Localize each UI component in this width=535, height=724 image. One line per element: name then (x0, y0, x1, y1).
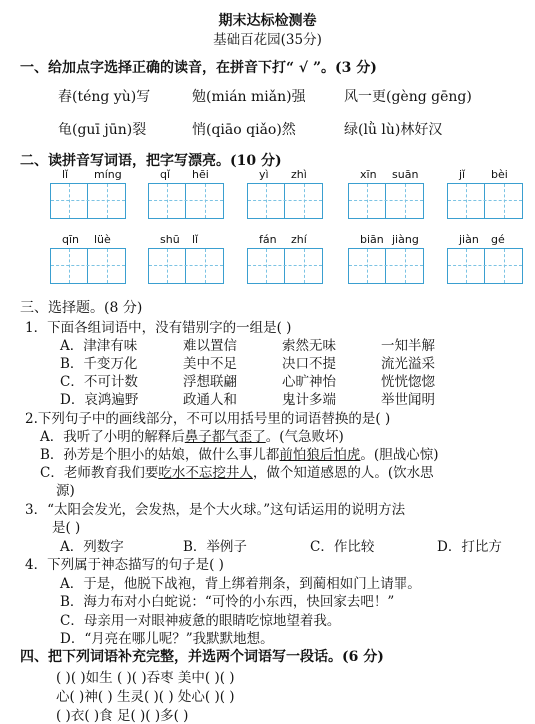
grid-guide-line (466, 249, 467, 283)
pinyin-label: jiàn (459, 233, 479, 246)
q3-s3-stem: 3．“太阳会发光，会发热，是个大火球。”这句话运用的说明方法 (25, 502, 406, 518)
writing-grid[interactable] (50, 183, 126, 219)
pinyin-label: qīn (62, 233, 80, 246)
q1-item: 龟(guī jūn)裂 (58, 122, 147, 138)
writing-grid[interactable] (348, 248, 424, 284)
writing-grid[interactable] (348, 183, 424, 219)
grid-guide-line (405, 249, 406, 283)
page-title: 期末达标检测卷 (218, 13, 317, 29)
q1-item: 绿(lǜ lù)林好汉 (344, 122, 443, 138)
pinyin-label: lüè (94, 233, 111, 246)
q3-s1-option: 政通人和 (183, 392, 237, 408)
grid-guide-line (51, 200, 125, 201)
grid-guide-line (349, 265, 423, 266)
underlined-phrase: 吃水不忘挖井人 (158, 465, 253, 481)
underlined-phrase: 前怕狼后怕虎 (279, 447, 361, 463)
q1-item: 舂(téng yù)写 (58, 89, 151, 105)
q3-s1-option: 美中不足 (183, 356, 237, 372)
grid-guide-line (448, 265, 522, 266)
q1-item: 勉(mián miǎn)强 (192, 89, 306, 105)
grid-guide-line (405, 184, 406, 218)
pinyin-label: suān (392, 168, 419, 181)
pinyin-label: bèi (491, 168, 508, 181)
grid-guide-line (248, 265, 322, 266)
pinyin-label: zhì (291, 168, 307, 181)
grid-guide-line (448, 200, 522, 201)
q3-s1-option: C．不可计数 (60, 374, 138, 390)
grid-guide-line (504, 249, 505, 283)
grid-guide-line (107, 249, 108, 283)
q3-s3-option: D．打比方 (437, 539, 502, 555)
q3-s3-option: C．作比较 (310, 539, 375, 555)
grid-guide-line (167, 184, 168, 218)
q3-s2-option-c (40, 461, 434, 481)
pinyin-label: hēi (192, 168, 209, 181)
q3-s3-option: B．举例子 (183, 539, 247, 555)
grid-guide-line (466, 184, 467, 218)
q4-heading: 四、把下列词语补充完整，并选两个词语写一段话。(6 分) (20, 649, 384, 665)
q3-s4-option: D．“月亮在哪儿呢？”我默默地想。 (60, 631, 274, 647)
q3-s3-stem2: 是( ) (52, 520, 81, 536)
option-text: 。(气急败坏) (265, 429, 344, 445)
writing-grid[interactable] (50, 248, 126, 284)
q1-heading: 一、给加点字选择正确的读音，在拼音下打“ √ ”。(3 分) (20, 60, 377, 76)
grid-guide-line (69, 249, 70, 283)
grid-guide-line (205, 184, 206, 218)
pinyin-label: jiàng (392, 233, 419, 246)
q3-s4-option: C．母亲用一对眼神疲惫的眼睛吃惊地望着我。 (60, 613, 341, 629)
pinyin-label: shū (160, 233, 180, 246)
writing-grid[interactable] (447, 248, 523, 284)
q3-s1-option: D．哀鸿遍野 (60, 392, 139, 408)
grid-guide-line (167, 249, 168, 283)
grid-guide-line (504, 184, 505, 218)
option-text: A．我听了小明的解释后 (40, 429, 185, 445)
writing-grid[interactable] (247, 183, 323, 219)
grid-guide-line (149, 200, 223, 201)
q3-s1-option: 决口不提 (282, 356, 336, 372)
grid-guide-line (266, 249, 267, 283)
q3-s1-stem: 1．下面各组词语中，没有错别字的一组是( ) (25, 320, 292, 336)
grid-guide-line (69, 184, 70, 218)
page-subtitle: 基础百花园(35分) (213, 32, 322, 48)
grid-guide-line (304, 249, 305, 283)
pinyin-label: biān (360, 233, 384, 246)
grid-guide-line (205, 249, 206, 283)
q1-item: 悄(qiāo qiǎo)然 (192, 122, 296, 138)
grid-guide-line (266, 184, 267, 218)
grid-guide-line (304, 184, 305, 218)
writing-grid[interactable] (148, 248, 224, 284)
pinyin-label: jǐ (459, 168, 466, 181)
q3-s1-option: 心旷神怡 (282, 374, 336, 390)
q3-s1-option: 难以置信 (183, 338, 237, 354)
pinyin-label: yì (259, 168, 269, 181)
q4-row: 心( )神( ) 生灵( )( ) 处心( )( ) (56, 689, 235, 705)
pinyin-label: lǐ (192, 233, 199, 246)
pinyin-label: gé (491, 233, 505, 246)
pinyin-label: zhí (291, 233, 307, 246)
q3-heading: 三、选择题。(8 分) (20, 300, 143, 316)
q3-s1-option: 浮想联翩 (183, 374, 237, 390)
pinyin-label: xīn (360, 168, 377, 181)
q3-s4-stem: 4．下列属于神态描写的句子是( ) (25, 557, 224, 573)
grid-guide-line (51, 265, 125, 266)
q3-s1-option: 鬼计多端 (282, 392, 336, 408)
q3-s1-option: 索然无味 (282, 338, 336, 354)
pinyin-label: qǐ (160, 168, 171, 181)
option-text: ，做个知道感恩的人。(饮水思 (252, 465, 434, 481)
q3-s2-stem: 2.下列句子中的画线部分，不可以用括号里的词语替换的是( ) (25, 411, 391, 427)
q3-s1-option: A．津津有味 (60, 338, 138, 354)
q4-row: ( )( )如生 ( )( )吞枣 美中( )( ) (56, 670, 235, 686)
q3-s1-option: 一知半解 (381, 338, 435, 354)
q3-s1-option: 恍恍惚惚 (381, 374, 435, 390)
writing-grid[interactable] (447, 183, 523, 219)
q3-s1-option: 举世闻明 (381, 392, 435, 408)
q3-s4-option: A．于是，他脱下战袍，背上绑着荆条，到蔺相如门上请罪。 (60, 576, 421, 592)
q3-s2-option-c-cont: 源) (56, 483, 75, 499)
writing-grid[interactable] (148, 183, 224, 219)
grid-guide-line (367, 249, 368, 283)
grid-guide-line (349, 200, 423, 201)
option-text: B．孙芳是个胆小的姑娘，做什么事儿都 (40, 447, 280, 463)
pinyin-label: lǐ (62, 168, 69, 181)
q4-row: ( )衣( )食 足( )( )多( ) (56, 708, 189, 724)
q3-s4-option: B．海力布对小白蛇说：“可怜的小东西，快回家去吧！” (60, 594, 395, 610)
q1-item: 风一更(gèng gēng) (344, 89, 472, 105)
q3-s3-option: A．列数字 (60, 539, 124, 555)
pinyin-label: fán (259, 233, 277, 246)
grid-guide-line (248, 200, 322, 201)
underlined-phrase: 鼻子都气歪了 (184, 429, 266, 445)
option-text: C．老师教育我们要 (40, 465, 159, 481)
q3-s1-option: B．千变万化 (60, 356, 138, 372)
q3-s1-option: 流光溢采 (381, 356, 435, 372)
option-text: 。(胆战心惊) (360, 447, 439, 463)
q3-s2-option-a (40, 425, 344, 445)
q2-heading: 二、读拼音写词语，把字写漂亮。(10 分) (20, 153, 282, 169)
writing-grid[interactable] (247, 248, 323, 284)
grid-guide-line (367, 184, 368, 218)
pinyin-label: míng (94, 168, 122, 181)
grid-guide-line (149, 265, 223, 266)
grid-guide-line (107, 184, 108, 218)
q3-s2-option-b (40, 443, 438, 463)
